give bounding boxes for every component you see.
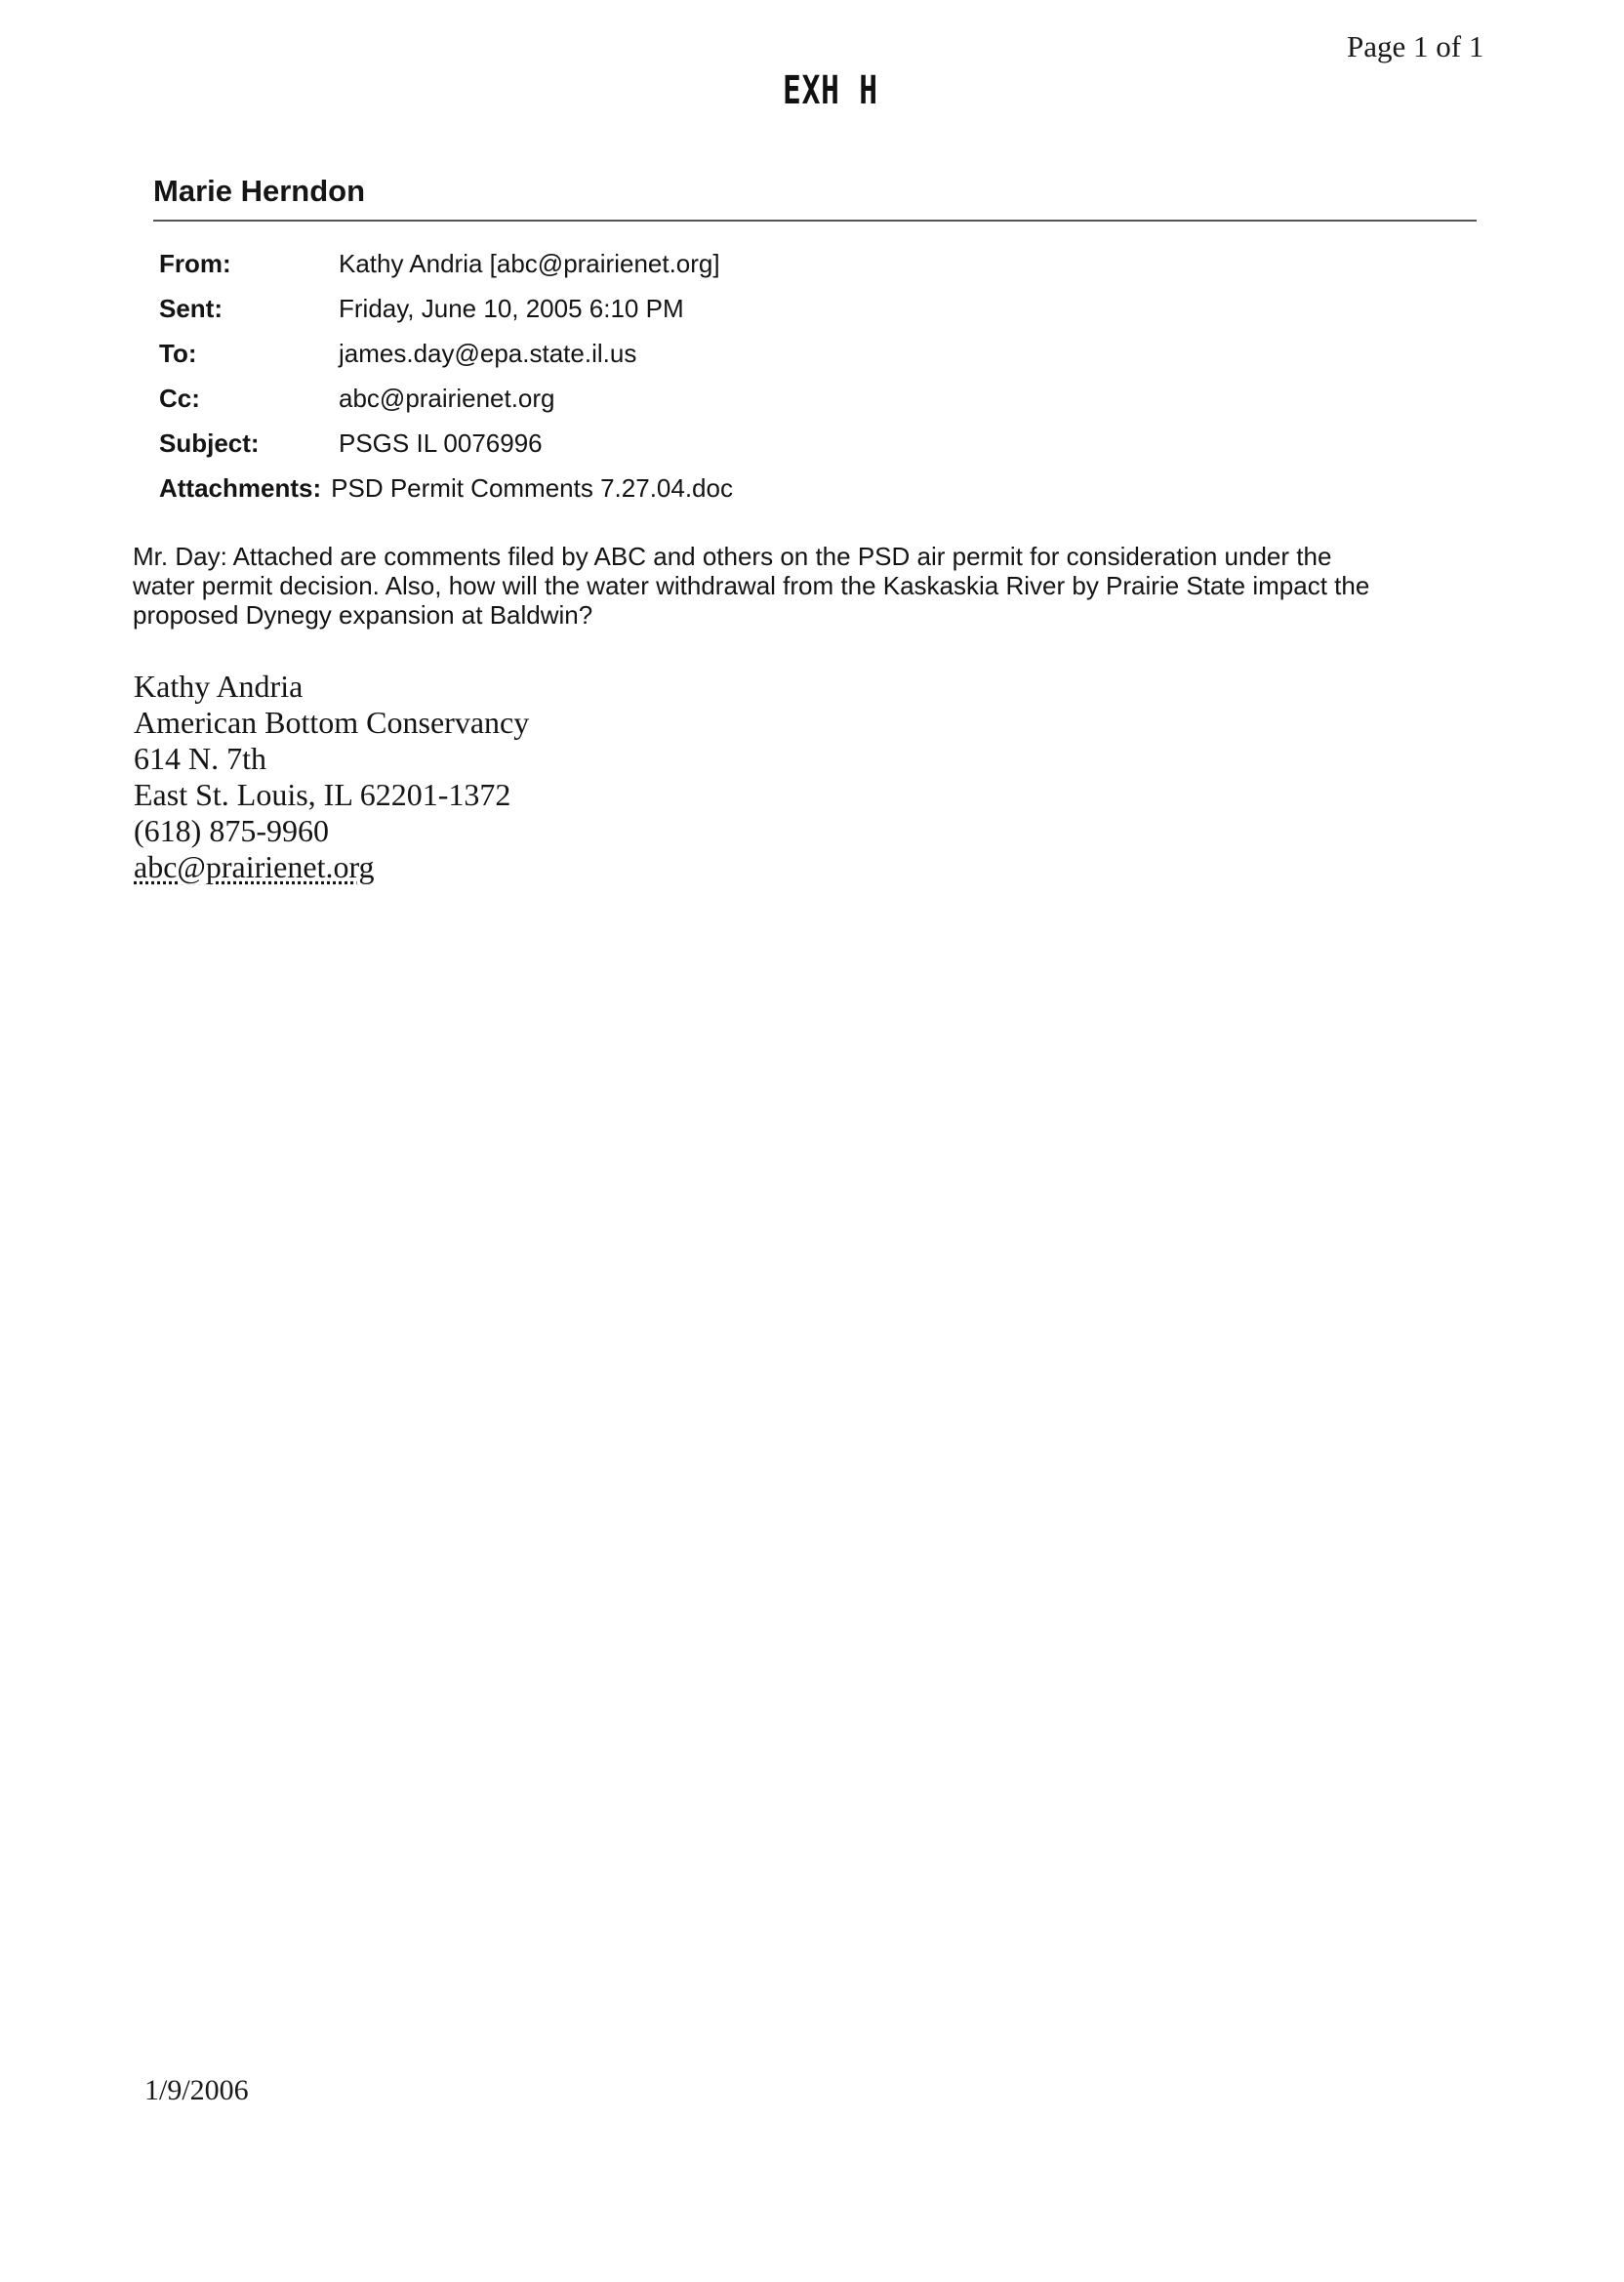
signature-phone: (618) 875-9960: [134, 813, 329, 848]
subject-row: [159, 428, 733, 473]
attachments-value: PSD Permit Comments 7.27.04.doc: [331, 473, 733, 503]
print-date: 1/9/2006: [144, 2074, 249, 2106]
page-number: Page 1 of 1: [1347, 29, 1484, 63]
to-label: To:: [159, 339, 197, 368]
cc-row: [159, 384, 733, 428]
email-headers: [159, 249, 733, 518]
signature-email-link[interactable]: abc@prairienet.org: [134, 849, 375, 884]
sent-value: Friday, June 10, 2005 6:10 PM: [339, 294, 684, 323]
to-value: james.day@epa.state.il.us: [339, 339, 637, 368]
body-line: Mr. Day: Attached are comments filed by ABC and others on the PSD air permit for consideration under the: [133, 542, 1332, 571]
from-row: [159, 249, 733, 294]
attachments-label: Attachments:: [159, 473, 322, 503]
header-divider: [153, 220, 1477, 222]
signature-city: East St. Louis, IL 62201-1372: [134, 777, 511, 812]
attachments-row: [159, 473, 733, 518]
exhibit-label: EXH H: [783, 68, 878, 113]
subject-label: Subject:: [159, 428, 260, 458]
from-label: From:: [159, 249, 231, 278]
sent-row: [159, 294, 733, 339]
cc-value: abc@prairienet.org: [339, 384, 555, 413]
body-line: water permit decision. Also, how will the water withdrawal from the Kaskaskia River by Prairie State impact the: [133, 571, 1370, 600]
cc-label: Cc:: [159, 384, 200, 413]
signature-street: 614 N. 7th: [134, 741, 266, 776]
signature-organization: American Bottom Conservancy: [134, 705, 530, 740]
signature-block: [134, 669, 529, 885]
body-line: proposed Dynegy expansion at Baldwin?: [133, 600, 593, 630]
sent-label: Sent:: [159, 294, 223, 323]
to-row: [159, 339, 733, 384]
recipient-name: Marie Herndon: [153, 174, 366, 208]
from-value: Kathy Andria [abc@prairienet.org]: [339, 249, 720, 278]
subject-value: PSGS IL 0076996: [339, 428, 543, 458]
email-body: [133, 542, 1499, 630]
signature-name: Kathy Andria: [134, 669, 304, 704]
